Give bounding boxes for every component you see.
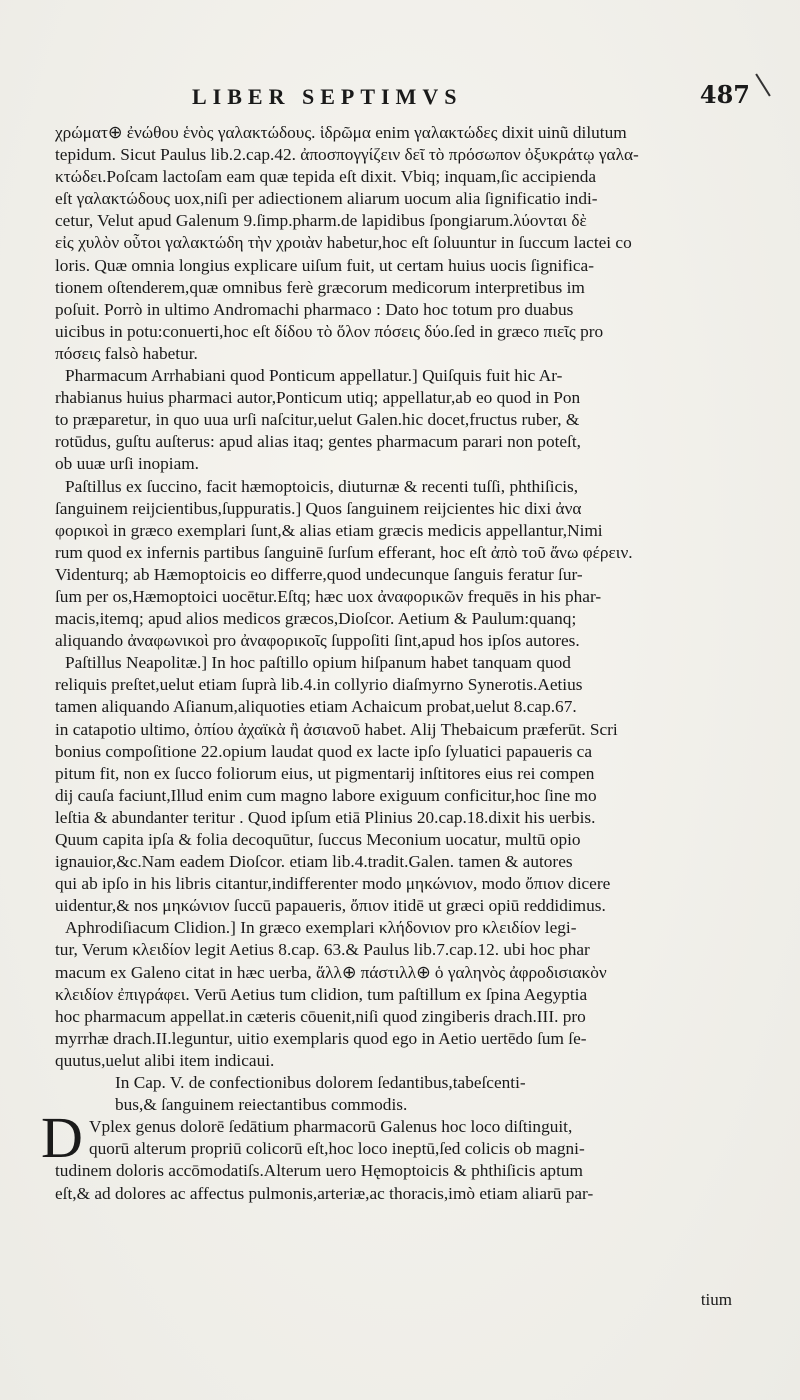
- text-line: rotūdus, guſtu auſterus: apud alias itaq; gentes pharmacum parari non poteſt,: [55, 432, 581, 452]
- catchword: tium: [700, 1290, 732, 1309]
- page-header: [60, 80, 750, 120]
- text-line: Vplex genus dolorē ſedātium pharmacorū Galenus hoc loco diſtinguit,: [89, 1117, 573, 1137]
- text-line: κτώδει.Poſcam lactoſam eam quæ tepida eſt dixit. Vbiq; inquam,ſic accipienda: [55, 167, 597, 187]
- text-line: Videnturq; ab Hæmoptoicis eo differre,quod undecunque ſanguis feratur ſur-: [55, 564, 583, 584]
- text-line: myrrhæ drach.II.leguntur, uitio exemplaris quod ego in Aetio uertēdo ſum ſe-: [55, 1028, 587, 1048]
- text-line: pitum fit, non ex ſucco foliorum eius, ut pigmentarij inſtitores eius rei compen: [55, 763, 595, 783]
- page-number: 487: [699, 80, 750, 109]
- text-line: rum quod ex infernis partibus ſanguinē ſurſum efferant, hoc eſt ἀπὸ τοῦ ἄνω φέρειν.: [55, 542, 633, 562]
- text-line: hoc pharmacum appellat.in cæteris cōuenit,niſi quod zingiberis drach.III. pro: [55, 1006, 586, 1026]
- section-title-line: bus,& ſanguinem reiectantibus commodis.: [115, 1095, 408, 1115]
- text-line: tudinem doloris accōmodatiſs.Alterum uero Hęmoptoicis & phthiſicis aptum: [55, 1161, 583, 1181]
- text-line: in catapotio ultimo, ὀπίου ἀχαϊκὰ ἢ ἀσιανοῦ habet. Alij Thebaicum præferūt. Scri: [55, 719, 618, 739]
- text-line: Paſtillus Neapolitæ.] In hoc paſtillo opium hiſpanum habet tanquam quod: [65, 653, 571, 673]
- text-line: tepidum. Sicut Paulus lib.2.cap.42. ἀποσπογγίζειν δεῖ τὸ πρόσωπον ὀξυκράτῳ γαλα-: [55, 145, 639, 165]
- text-line: quorū alterum propriū colicorū eſt,hoc loco ineptū,ſed colicis ob magni-: [89, 1139, 585, 1159]
- section-title-line: In Cap. V. de confectionibus dolorem ſedantibus,tabeſcenti-: [115, 1073, 526, 1093]
- text-line: χρώματ⊕ ἐνώθου ἑνὸς γαλακτώδους. ἱδρῶμα enim γαλακτώδες dixit uinũ dilutum: [55, 123, 627, 142]
- text-line: poſuit. Porrò in ultimo Andromachi pharmaco : Dato hoc totum pro duabus: [55, 299, 574, 319]
- text-line: dij cauſa faciunt,Illud enim cum magno labore exiguum conficitur,hoc ſine mo: [55, 785, 597, 805]
- text-line: qui ab ipſo in his libris citantur,indifferenter modo μηκώνιον, modo ὄπιον dicere: [55, 874, 611, 894]
- ink-mark: [755, 73, 770, 96]
- text-line: Aphrodiſiacum Clidion.] In græco exemplari κλήδονιον pro κλειδίον legi-: [65, 918, 577, 938]
- text-line: macum ex Galeno citat in hæc uerba, ἄλλ⊕ πάστιλλ⊕ ὁ γαληνὸς ἀφροδισιακὸν: [55, 962, 607, 982]
- text-line: reliquis preſtet,uelut etiam ſuprà lib.4.in collyrio diaſmyrno Synerotis.Aetius: [55, 675, 583, 695]
- text-line: rhabianus huius pharmaci autor,Ponticum utiq; appellatur,ab eo quod in Pon: [55, 388, 581, 408]
- text-line: tionem oſtenderem,quæ omnibus ferè græcorum medicorum interpretibus im: [55, 277, 585, 297]
- text-line: πόσεις falsò habetur.: [55, 343, 198, 363]
- text-line: quutus,uelut alibi item indicaui.: [55, 1050, 275, 1070]
- text-line: Pharmacum Arrhabiani quod Ponticum appellatur.] Quiſquis fuit hic Ar-: [65, 366, 563, 386]
- text-line: Paſtillus ex ſuccino, facit hæmoptoicis, diuturnæ & recenti tuſſi, phthiſicis,: [65, 476, 579, 496]
- text-line: macis,itemq; apud alios medicos græcos,Dioſcor. Aetium & Paulum:quanq;: [55, 609, 577, 629]
- text-line: aliquando ἀναφωνικοὶ pro ἀναφορικοῖς ſuppoſiti ſint,apud hos ipſos autores.: [55, 631, 580, 651]
- text-line: bonius compoſitione 22.opium laudat quod ex lacte ipſo ſyluatici papaueris ca: [55, 741, 593, 761]
- text-line: ſum per os,Hæmoptoici uocētur.Eſtq; hæc uox ἀναφορικῶν frequēs in his phar-: [55, 586, 602, 606]
- drop-cap: D: [41, 1105, 83, 1171]
- text-line: tur, Verum κλειδίον legit Aetius 8.cap. 63.& Paulus lib.7.cap.12. ubi hoc phar: [55, 940, 590, 960]
- text-line: eſt,& ad dolores ac affectus pulmonis,arteriæ,ac thoracis,imò etiam aliarū par-: [55, 1183, 594, 1203]
- text-line: uicibus in potu:conuerti,hoc eſt δίδου τὸ ὅλον πόσεις δύο.ſed in græco πιεῖς pro: [55, 321, 604, 341]
- text-line: φορικοὶ in græco exemplari ſunt,& alias etiam græcis medicis appellantur,Nimi: [55, 520, 603, 540]
- text-line: ob uuæ urſi inopiam.: [55, 454, 200, 474]
- running-title: LIBER SEPTIMVS: [192, 84, 463, 109]
- text-line: eſt γαλακτώδους uox,niſi per adiectionem aliarum uocum alia ſignificatio indi-: [55, 189, 598, 209]
- text-line: uidentur,& nos μηκώνιον ſuccū papaueris, ὄπιον itidē ut græci opiū reddidimus.: [55, 896, 606, 916]
- text-line: loris. Quæ omnia longius explicare uiſum fuit, ut certam huius uocis ſignifica-: [55, 255, 594, 275]
- text-line: to præparetur, in quo uua urſi naſcitur,uelut Galen.hic docet,fructus ruber, &: [55, 410, 580, 430]
- body-text: [41, 122, 735, 1205]
- text-line: κλειδίον ἐπιγράφει. Verū Aetius tum clidion, tum paſtillum ex ſpina Aegyptia: [55, 984, 588, 1004]
- text-line: ſanguinem reijcientibus,ſuppuratis.] Quos ſanguinem reijcientes hic dixi ἀνα: [55, 498, 582, 518]
- text-line: Quum capita ipſa & folia decoquūtur, ſuccus Meconium uocatur, multū opio: [55, 830, 581, 849]
- text-line: ignauior,&c.Nam eadem Dioſcor. etiam lib.4.tradit.Galen. tamen & autores: [55, 852, 573, 872]
- text-line: tamen aliquando Aſianum,aliquoties etiam Achaicum probat,uelut 8.cap.67.: [55, 697, 577, 717]
- text-line: εἰς χυλὸν οὗτοι γαλακτώδη τὴν χροιὰν habetur,hoc eſt ſoluuntur in ſuccum lactei co: [55, 233, 632, 253]
- text-line: cetur, Velut apud Galenum 9.ſimp.pharm.de lapidibus ſpongiarum.λύονται δὲ: [55, 211, 587, 231]
- text-line: leſtia & abundanter teritur . Quod ipſum etiā Plinius 20.cap.18.dixit his uerbis.: [55, 807, 596, 827]
